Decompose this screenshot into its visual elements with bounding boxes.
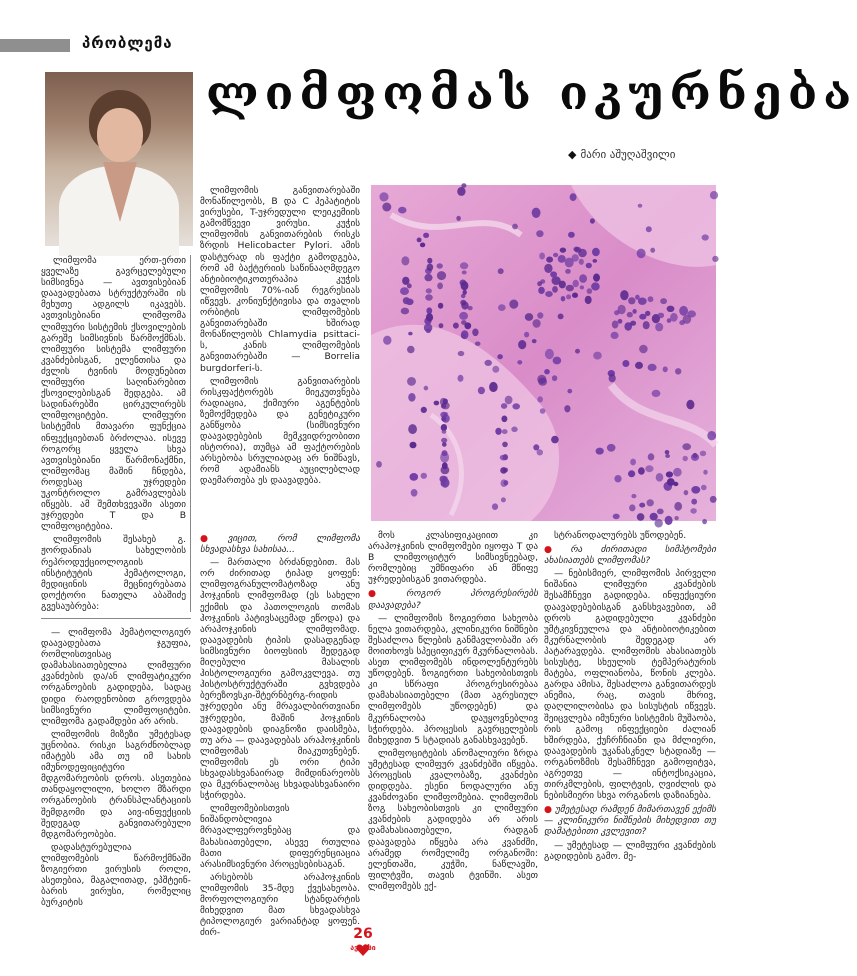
cell-nucleus: [400, 287, 409, 295]
cell-nucleus: [423, 233, 429, 238]
cell-nucleus: [489, 382, 498, 392]
cell-nucleus: [630, 459, 636, 466]
cell-nucleus: [438, 303, 443, 309]
cell-nucleus: [498, 304, 506, 311]
cell-nucleus: [417, 238, 422, 243]
cell-nucleus: [647, 499, 654, 506]
cell-nucleus: [564, 405, 570, 412]
cell-nucleus: [551, 436, 559, 444]
cell-nucleus: [458, 351, 465, 356]
cell-nucleus: [537, 396, 543, 402]
cell-nucleus: [502, 442, 508, 448]
cell-nucleus: [441, 438, 447, 443]
cell-nucleus: [638, 467, 645, 475]
cell-nucleus: [475, 342, 481, 346]
cell-nucleus: [501, 416, 507, 423]
cell-nucleus: [614, 475, 621, 482]
cell-nucleus: [398, 207, 406, 214]
cell-nucleus: [504, 480, 509, 485]
cell-nucleus: [407, 283, 412, 288]
cell-nucleus: [638, 298, 647, 305]
cell-nucleus: [690, 508, 696, 514]
cell-nucleus: [666, 471, 673, 477]
cell-nucleus: [492, 366, 499, 373]
cell-nucleus: [655, 323, 663, 332]
cell-nucleus: [442, 414, 450, 423]
cell-nucleus: [426, 329, 431, 334]
interview-question: ● რა ძირითადი სიმპტომები ახასიათებს ლიმფომას?: [544, 544, 716, 567]
body-paragraph: ლიმფომის მიზეზი უმეტესად უცნობია. რისკი საგრძნობლად იმატებს ამა თუ იმ სახის იმუნოდეფიციტური მდგომარეობის დროს. ასეთებია თანდაყოლილი, ხოლო მზარდი ორგანოების ტრანსპლანტაციის შემდგომი და აივ-ინფექციის შედეგად განვითარებული მდგომარეობები.: [41, 728, 191, 840]
body-paragraph: დადასტურებულია ლიმფომების წარმოქმნაში ზოგიერთი ვირუსის როლი, ასეთებია, მაგალითად, ეპშტეინ-ბარის ვირუსი, რომელიც ბურკიტის: [41, 841, 191, 909]
cell-nucleus: [424, 274, 432, 281]
cell-nucleus: [379, 192, 388, 201]
body-paragraph: — მართალი ბრძანდებით. მას ორ ძირითად ტიპად ყოფენ: ლიმფოგრანულომატოზად ანუ ჰოჯკინის ლიმფომად (ეს სახელი ექიმის და პათოლოგის თომას ჰოჯკინის პატივსაცემად ეწოდა) და არაჰოჯკინის ლიმფომად. დაავადების ტიპის დასადგენად სიმსივნური ბიოფსიის შედეგად მიღებული მასალის ჰისტოლოგიური გამოკვლევა. თუ ჰისტოსტრუქტურაში გვხვდება ბერეზოვსკი-შტერნბერგ-რიდის უჯრედები ანუ მრავალბირთვიანი უჯრედები, მაშინ ჰოჯკინის დაავადების დიაგნოზი დაისმება, თუ არა — დაავადებას არაჰოჯკინის ლიმფომას მიაკუთვნებენ. ლიმფომის ეს ორი ტიპი სხვადასხვანაირად მიმდინარეობს და მკურნალობაც სხვადასხვანაირი სჭირდება.: [200, 557, 360, 802]
cell-nucleus: [552, 286, 558, 293]
cell-nucleus: [538, 287, 545, 294]
cell-nucleus: [596, 448, 604, 455]
diamond-icon: ◆: [568, 148, 577, 161]
cell-nucleus: [456, 216, 461, 221]
cell-nucleus: [532, 339, 537, 343]
cell-nucleus: [546, 257, 553, 263]
cell-nucleus: [501, 497, 506, 502]
cell-nucleus: [472, 329, 478, 337]
cell-nucleus: [613, 514, 620, 520]
cell-nucleus: [710, 496, 717, 503]
cell-nucleus: [618, 319, 623, 324]
body-paragraph: არსებობს არაჰოჯკინის ლიმფომის 35-მდე ქვესახეობა. მორფოლოგიური სტანდარტის მიხედვით მათ სხვადასხვა ტიპოლოგიურ ვარიანტად ყოფენ. ძირ-: [200, 871, 360, 939]
cell-nucleus: [575, 349, 580, 354]
cell-nucleus: [650, 248, 655, 253]
red-bullet-icon: ●: [544, 804, 553, 816]
cell-nucleus: [544, 369, 550, 374]
cell-nucleus: [645, 311, 650, 316]
cell-nucleus: [461, 302, 468, 310]
cell-nucleus: [537, 375, 546, 384]
cell-nucleus: [628, 470, 635, 477]
cell-nucleus: [503, 468, 508, 473]
cell-nucleus: [707, 431, 716, 440]
cell-nucleus: [545, 349, 554, 359]
cell-nucleus: [427, 258, 432, 264]
cell-nucleus: [586, 263, 592, 269]
cell-nucleus: [553, 357, 562, 365]
cell-nucleus: [461, 281, 469, 290]
cell-nucleus: [700, 451, 706, 457]
column-2-top: [200, 185, 360, 525]
cell-nucleus: [684, 490, 689, 495]
body-paragraph: მოს კლასიფიკაციით კი არაჰოჯკინის ლიმფომები იყოფა T და B ლიმფოციტურ სიმსივნეებად, რომლებიც უმწიფარი ან მწიფე უჯრედებისგან ვითარდება.: [368, 530, 538, 586]
cell-nucleus: [645, 465, 653, 472]
cell-nucleus: [498, 268, 504, 274]
cell-nucleus: [712, 256, 718, 262]
cell-nucleus: [505, 396, 513, 405]
cell-nucleus: [580, 285, 584, 289]
cell-nucleus: [532, 208, 541, 218]
cell-nucleus: [561, 296, 566, 301]
cell-nucleus: [627, 312, 633, 318]
cell-nucleus: [408, 393, 415, 402]
cell-nucleus: [376, 461, 382, 468]
cell-nucleus: [566, 285, 574, 292]
red-bullet-icon: ●: [200, 533, 225, 544]
cell-nucleus: [639, 345, 648, 354]
cell-nucleus: [552, 375, 557, 381]
body-paragraph: — უმეტესად — ლიმფური კვანძების გადიდების გამო. მე-: [544, 839, 716, 862]
body-paragraph: სტრანოდალურებს უწოდებენ.: [554, 530, 687, 541]
cell-nucleus: [509, 300, 518, 309]
cell-nucleus: [420, 243, 425, 248]
cell-nucleus: [406, 299, 414, 306]
body-paragraph: — ლიმფომის ზოგიერთი სახეობა ნელა ვითარდება, კლინიკური ნიშნები შესაძლოა წლების განმავლობაში არ მოითხოვს სპეციფიკურ მკურნალობას. ასეთ ლიმფომებს ინდოლენტურებს უწოდებენ. ზოგიერთი სახეობისთვის კი სწრაფი პროგრესირებაა დამახასიათებელი (მათ აგრესიულ ლიმფომებს უწოდებენ) და მკურნალობა დაუყოვნებლივ სჭირდება. პროცესის გავრცელების მიხედვით 5 სტადიას განასხვავებენ.: [368, 612, 538, 746]
column-3: [368, 530, 538, 950]
cell-nucleus: [537, 312, 543, 318]
cell-nucleus: [383, 336, 391, 345]
cell-nucleus: [618, 305, 626, 315]
cell-nucleus: [478, 387, 485, 394]
column-2-bottom: [200, 530, 360, 950]
cell-nucleus: [665, 454, 670, 458]
cell-nucleus: [609, 374, 616, 382]
cell-nucleus: [593, 274, 600, 282]
cell-nucleus: [434, 401, 440, 406]
cell-nucleus: [667, 306, 675, 312]
cell-nucleus: [544, 264, 552, 273]
cell-nucleus: [401, 256, 409, 265]
cell-nucleus: [512, 224, 518, 230]
cell-nucleus: [457, 187, 465, 196]
intro-divider: [41, 618, 191, 619]
interview-question: ● როგორ პროგრესირებს დაავადება?: [368, 588, 538, 611]
cell-nucleus: [427, 264, 434, 271]
cell-nucleus: [632, 309, 636, 314]
cell-nucleus: [461, 183, 466, 188]
cell-nucleus: [537, 281, 542, 286]
cell-nucleus: [441, 402, 449, 409]
cell-nucleus: [458, 375, 464, 382]
cell-nucleus: [545, 291, 553, 297]
cell-nucleus: [665, 450, 670, 454]
cell-nucleus: [702, 234, 709, 240]
cell-nucleus: [585, 296, 592, 304]
cell-nucleus: [679, 306, 688, 316]
body-paragraph: ლიმფოციტების ანომალიური ზრდა უმეტესად ლიმფურ კვანძებში იწყება. პროცესის კვალობაზე, კვანძები დიდდება. ესენი ნოდალური ანუ კვანძოვანი ლიმფომებია. ლიმფომის ზოგ სახეობისთვის კი ლიმფური კვანძების გადიდება არ არის დამახასიათებელი, რადგან დაავადება იწყება არა კვანძში, არამედ რომელიმე ორგანოში: ელენთაში, კუჭში, ნაწლავში, ფილტვში, თავის ტვინში. ასეთ ლიმფომებს ექ-: [368, 747, 538, 892]
cell-nucleus: [540, 408, 546, 414]
cell-nucleus: [646, 226, 652, 232]
cell-nucleus: [525, 313, 533, 321]
cell-nucleus: [503, 454, 508, 460]
cell-nucleus: [687, 310, 696, 317]
cell-nucleus: [648, 364, 657, 371]
cell-nucleus: [691, 454, 699, 461]
cell-nucleus: [401, 308, 409, 315]
cell-nucleus: [710, 191, 718, 199]
body-paragraph: ლიმფომებისთვის ნიშანდობლივია მრავალფეროვნებაც და მახასიათებელი, ასევე რთულია მათი დიფერენციაცია არასიმსივნური პროცესებისაგან.: [200, 803, 360, 870]
cell-nucleus: [425, 294, 433, 300]
cell-nucleus: [437, 263, 443, 268]
cell-nucleus: [650, 513, 658, 521]
cell-nucleus: [512, 403, 520, 409]
body-paragraph: ლიმფომის განვითარებაში მონაწილეობს, B და C ჰეპატიტის ვირუსები, T-უჯრედული ლეიკემიის გამომწვევი ვირუსი. კუჭის ლიმფომის განვითარების რისკს ზრდის Helicobacter Pylori. ამის დასტურად ის ფაქტი გამოდგება, რომ ამ ბაქტერიის საწინააღმდეგო ანტიბიოტიკოთერაპია კუჭის ლიმფომის 70%-იან რეგრესიას იწვევს. კონიუნქტივისა და თვალის ორბიტის ლიმფომების განვითარებაში ხშირად მონაწილეობს Chlamydia psittaci-ს, კანის ლიმფომების განვითარებაში — Borrelia burgdorferi-ს.: [200, 185, 360, 374]
author-byline: [568, 148, 675, 161]
cell-nucleus: [574, 247, 581, 253]
cell-nucleus: [550, 271, 557, 277]
cell-nucleus: [407, 377, 416, 386]
cell-nucleus: [620, 290, 628, 300]
cell-nucleus: [518, 340, 526, 349]
cell-nucleus: [648, 296, 654, 302]
cell-nucleus: [485, 360, 492, 366]
cell-nucleus: [533, 444, 539, 450]
cell-nucleus: [665, 516, 673, 525]
cell-nucleus: [565, 269, 571, 274]
cell-nucleus: [612, 321, 619, 329]
section-bar: [0, 39, 70, 52]
cell-nucleus: [558, 314, 564, 320]
cell-nucleus: [628, 297, 635, 304]
cell-nucleus: [568, 232, 575, 238]
cell-nucleus: [501, 403, 507, 409]
cell-nucleus: [424, 386, 429, 391]
cell-nucleus: [426, 313, 433, 321]
cell-nucleus: [607, 444, 616, 452]
cell-nucleus: [593, 259, 598, 263]
cell-nucleus: [673, 468, 682, 477]
cell-nucleus: [579, 274, 587, 283]
cell-nucleus: [637, 513, 645, 521]
cell-nucleus: [459, 312, 468, 320]
cell-nucleus: [437, 271, 446, 280]
body-paragraph: ლიმფომის განვითარების რისკფაქტორებს მიეკუთვნება რადიაცია, ქიმიური აგენტების ზემოქმედება და გენეტიკური განწყობა (სიმსივნური დაავადებების მემკვიდრეობითი ისტორია), თუმცა ამ ფაქტორების არსებობა სრულიადაც არ ნიშნავს, რომ ადამიანს აუცილებლად დაემართება ეს დაავადება.: [200, 375, 360, 487]
cell-nucleus: [674, 516, 678, 520]
body-paragraph: — ნებისმიერ, ლიმფომის პირველი ნიშანია ლიმფური კვანძების შესამჩნევი გადიდება. ინფექციური დაავადებებისგან განსხვავებით, ამ დროს გადიდებული კვანძები უმტკივნეულოა და ანტიბიოტიკებით მკურნალობის შედეგად არ პატარავდება. ლიმფომის ახასიათებს სისუსტე, სხეულის ტემპერატურის მატება, ოფლიანობა, წონის კლება. გარდა ამისა, შესაძლოა განვითარდეს ანემია, რაც, თავის მხრივ, დაღლილობისა და სისუსტის იწვევს. შეიცვლება იმუნური სისტემის მუშაობა, რის გამოც ინფექციები ძალიან ხშირდება, ქუჩრჩნიანი და მძლიერი, დაავადების უკანასკნელ სტადიაზე — ორგანოზმის შესამჩნევი გამოფიტვა, აგრეთვე — ინტოქსიკაცია, თირკმლების, ფილტვის, ღვიძლის და ნებისმიერი სხვა ორგანოს დაზიანება.: [544, 568, 716, 802]
histology-micrograph: [371, 185, 716, 521]
cell-nucleus: [410, 442, 417, 449]
cell-nucleus: [407, 346, 415, 354]
cell-nucleus: [611, 332, 619, 339]
cell-nucleus: [461, 320, 466, 325]
cell-nucleus: [686, 400, 694, 410]
intro-paragraph: ლიმფომა ერთ-ერთი ყველაზე გავრცელებული სიმსივნეა — ავთვისებიან დაავადებათა სტრუქტურაში ის მეხუთე ადგილს იკავებს. ავთვისებიანი ლიმფომა ლიმფური სისტემის ქსოვილების გარეშე სიმსივნის წარმოქმნას. ლიმფური სისტემა ლიმფური კვანძებისგან, ელენთისა და ძვლის ტვინის მოდუნებით ლიმფური საღინარებით ქსოვილებისგან შედგება. ამ სადინარებში ცირკულირებს ლიმფოციტები. ლიმფური სისტემის მთავარი ფუნქცია ინფექციებთან ბრძოლაა. ისევე როგორც ყველა სხვა ავთვისებიანი წარმონაქმნი, ლიმფომაც მაშინ ჩნდება, როდესაც უჯრედები უკონტროლო გამრავლებას იწყებს. ამ შემთხვევაში ასეთი უჯრედები T და B ლიმფოციტებია.: [41, 255, 186, 533]
cell-nucleus: [701, 485, 707, 491]
column-4: [544, 530, 716, 950]
cell-nucleus: [622, 360, 629, 367]
cell-nucleus: [421, 473, 427, 479]
cell-nucleus: [408, 424, 417, 434]
cell-nucleus: [702, 519, 707, 524]
red-bullet-icon: ●: [368, 588, 404, 600]
cell-nucleus: [408, 332, 412, 336]
cell-nucleus: [437, 283, 443, 290]
cell-nucleus: [439, 323, 444, 328]
cell-nucleus: [670, 313, 678, 322]
cell-nucleus: [442, 442, 447, 447]
cell-nucleus: [658, 313, 665, 319]
cell-nucleus: [691, 486, 700, 494]
cell-nucleus: [537, 449, 543, 455]
cell-nucleus: [630, 321, 636, 326]
cell-nucleus: [440, 452, 449, 463]
author-name: მარი აშუღაშვილი: [580, 148, 676, 161]
cell-nucleus: [462, 270, 467, 274]
cell-nucleus: [579, 259, 584, 265]
cell-nucleus: [495, 428, 501, 435]
cell-nucleus: [592, 248, 600, 256]
cell-nucleus: [587, 288, 593, 294]
cell-nucleus: [674, 502, 682, 511]
cell-nucleus: [441, 466, 450, 474]
cell-nucleus: [691, 499, 697, 505]
cell-nucleus: [655, 519, 663, 528]
cell-nucleus: [572, 293, 578, 298]
cell-nucleus: [426, 307, 432, 314]
cell-nucleus: [558, 255, 566, 263]
cell-nucleus: [502, 429, 508, 434]
cell-nucleus: [631, 494, 636, 498]
cell-nucleus: [565, 258, 574, 268]
cell-nucleus: [629, 504, 635, 511]
cell-nucleus: [421, 407, 427, 413]
cell-nucleus: [570, 193, 577, 201]
cell-nucleus: [591, 282, 600, 290]
cell-nucleus: [410, 473, 419, 481]
cell-nucleus: [637, 249, 646, 259]
cell-nucleus: [441, 478, 450, 488]
cell-nucleus: [567, 389, 572, 394]
cell-nucleus: [497, 354, 503, 359]
cell-nucleus: [652, 390, 661, 397]
cell-nucleus: [590, 218, 595, 223]
intro-box: [41, 255, 191, 612]
cell-nucleus: [463, 290, 467, 295]
interview-question: ● ვიცით, რომ ლიმფომა სხვადასხვა სახისაა...: [200, 533, 360, 556]
cell-nucleus: [426, 288, 432, 293]
cell-nucleus: [675, 368, 681, 374]
red-bullet-icon: ●: [544, 544, 568, 556]
article-title: ლიმფომას იკურნება: [206, 66, 857, 121]
body-paragraph: — ლიმფომა ჰემატოლოგიურ დაავადებათა ჯგუფია, რომლისთვისაც დამახასიათებელია ლიმფური კვანძების და/ან ლიმფატიკური ორგანოების გადიდება, სადაც დიდი რაოდენობით გროვდება სიმსივნური ლიმფოციტები. ლიმფომა გადამდები არ არის.: [41, 627, 191, 727]
cell-nucleus: [453, 323, 459, 329]
cell-nucleus: [553, 253, 558, 257]
cell-nucleus: [648, 453, 655, 460]
cell-nucleus: [667, 478, 675, 486]
cell-nucleus: [460, 262, 468, 269]
cell-nucleus: [461, 330, 469, 339]
cell-nucleus: [635, 362, 643, 369]
brand-logo-text: ავერსი: [350, 944, 376, 952]
cell-nucleus: [411, 489, 418, 497]
cell-nucleus: [573, 280, 579, 288]
cell-nucleus: [492, 503, 498, 510]
cell-nucleus: [638, 204, 643, 208]
intro-paragraph: ლიმფომის შესახებ გ. ჟორდანიას სახელობის რეპროდუქციოლოგიის ინსტიტუტის ჰემატოლოგი, მედიცინის მეცნიერებათა დოქტორი ნათელა აბაშიძე გვესაუბრება:: [41, 534, 186, 612]
cell-nucleus: [539, 253, 545, 260]
cell-nucleus: [643, 321, 650, 329]
cell-nucleus: [533, 319, 541, 328]
cell-nucleus: [566, 294, 571, 299]
cell-nucleus: [639, 503, 645, 508]
cell-nucleus: [517, 360, 522, 364]
cell-nucleus: [657, 509, 664, 515]
cell-nucleus: [656, 473, 664, 482]
cell-nucleus: [660, 298, 667, 304]
cell-nucleus: [511, 427, 517, 433]
cell-nucleus: [593, 352, 602, 360]
section-label: პრობლემა: [82, 34, 173, 52]
cell-nucleus: [524, 332, 529, 338]
cell-nucleus: [682, 443, 691, 450]
doctor-portrait-photo: [45, 72, 193, 246]
cell-nucleus: [703, 470, 707, 475]
cell-nucleus: [560, 248, 566, 253]
cell-nucleus: [536, 230, 543, 237]
page-number: 26: [353, 926, 373, 942]
interview-question: ● უმეტესად რამდენ მიმართავენ ექიმს — კლინიკური ნიშნების მიხედვით თუ დამატებითი კვლევით?: [544, 804, 716, 838]
column-1: [41, 255, 191, 953]
cell-nucleus: [683, 456, 688, 461]
cell-nucleus: [442, 430, 447, 434]
cell-nucleus: [382, 203, 391, 212]
cell-nucleus: [663, 366, 668, 372]
